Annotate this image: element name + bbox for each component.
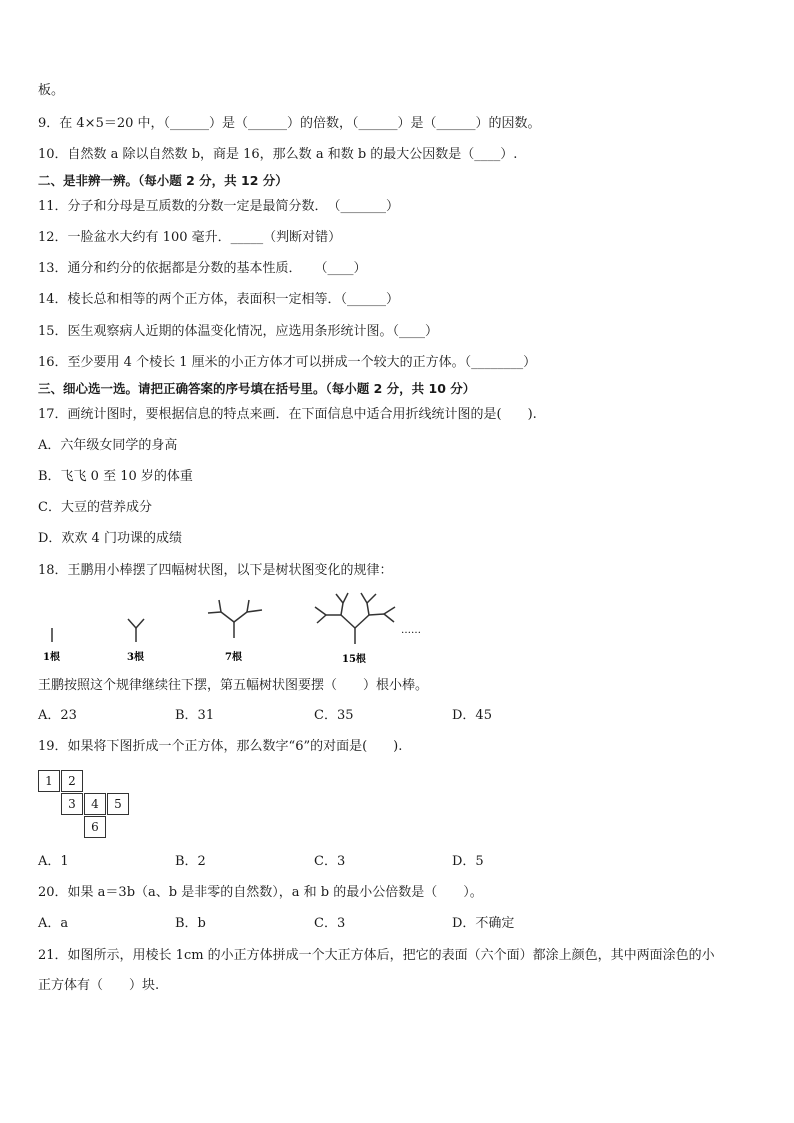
q18-option-d: D．45	[452, 708, 492, 723]
tree-3-label: 7根	[225, 652, 242, 663]
tree-3	[208, 600, 262, 638]
q19-option-a: A．1	[38, 854, 69, 869]
q20-option-a: A．a	[38, 916, 69, 931]
net-cell-5: 5	[107, 793, 129, 815]
question-21-line-2: 正方体有（ ）块.	[38, 978, 160, 993]
q19-option-b: B．2	[175, 854, 206, 869]
tree-1-label: 1根	[43, 652, 60, 663]
tree-4	[315, 593, 395, 644]
section-3-heading: 三、细心选一选。请把正确答案的序号填在括号里。（每小题 2 分，共 10 分）	[38, 381, 476, 396]
tree-2	[128, 619, 144, 642]
net-cell-4: 4	[84, 793, 106, 815]
question-19: 19．如果将下图折成一个正方体，那么数字“6”的对面是( ).	[38, 739, 403, 754]
text-fragment: 板。	[38, 83, 65, 98]
question-14: 14．棱长总和相等的两个正方体，表面积一定相等．（______）	[38, 292, 400, 307]
question-17-option-b: B．飞飞 0 至 10 岁的体重	[38, 469, 193, 484]
question-9: 9．在 4×5＝20 中，（______）是（______）的倍数，（______）是（______）的因数。	[38, 116, 541, 131]
q19-option-d: D．5	[452, 854, 484, 869]
question-20: 20．如果 a＝3b（a、b 是非零的自然数），a 和 b 的最小公倍数是（ ）。	[38, 885, 483, 900]
net-cell-2: 2	[61, 770, 83, 792]
q20-option-d: D．不确定	[452, 916, 515, 931]
q18-option-c: C．35	[314, 708, 354, 723]
question-15: 15．医生观察病人近期的体温变化情况，应选用条形统计图。（____）	[38, 324, 439, 339]
question-11: 11．分子和分母是互质数的分数一定是最简分数． （_______）	[38, 199, 400, 214]
question-10: 10．自然数 a 除以自然数 b，商是 16，那么数 a 和数 b 的最大公因数是（____）.	[38, 147, 518, 162]
net-cell-1: 1	[38, 770, 60, 792]
q20-option-b: B．b	[175, 916, 206, 931]
question-16: 16．至少要用 4 个棱长 1 厘米的小正方体才可以拼成一个较大的正方体。（________）	[38, 355, 537, 370]
question-18: 18．王鹏用小棒摆了四幅树状图，以下是树状图变化的规律：	[38, 563, 393, 578]
q19-option-c: C．3	[314, 854, 346, 869]
section-2-heading: 二、是非辨一辨。（每小题 2 分，共 12 分）	[38, 173, 288, 188]
question-12: 12．一脸盆水大约有 100 毫升．_____（判断对错）	[38, 230, 342, 245]
cube-net	[38, 770, 138, 840]
question-18-continue: 王鹏按照这个规律继续往下摆，第五幅树状图要摆（ ）根小棒。	[38, 678, 429, 693]
tree-4-label: 15根	[342, 654, 366, 665]
net-cell-6: 6	[84, 816, 106, 838]
question-21-line-1: 21．如图所示，用棱长 1cm 的小正方体拼成一个大正方体后，把它的表面（六个面）都涂上颜色，其中两面涂色的小	[38, 948, 715, 963]
question-17-option-c: C．大豆的营养成分	[38, 500, 152, 515]
net-cell-3: 3	[61, 793, 83, 815]
tree-pattern-figure	[38, 588, 458, 668]
question-13: 13．通分和约分的依据都是分数的基本性质． （____）	[38, 261, 367, 276]
question-17-option-d: D．欢欢 4 门功课的成绩	[38, 531, 182, 546]
q20-option-c: C．3	[314, 916, 346, 931]
tree-2-label: 3根	[127, 652, 144, 663]
question-17-option-a: A．六年级女同学的身高	[38, 438, 178, 453]
tree-ellipsis: ……	[401, 625, 421, 636]
q18-option-b: B．31	[175, 708, 215, 723]
q18-option-a: A．23	[38, 708, 77, 723]
question-17: 17．画统计图时，要根据信息的特点来画．在下面信息中适合用折线统计图的是( ).	[38, 407, 537, 422]
